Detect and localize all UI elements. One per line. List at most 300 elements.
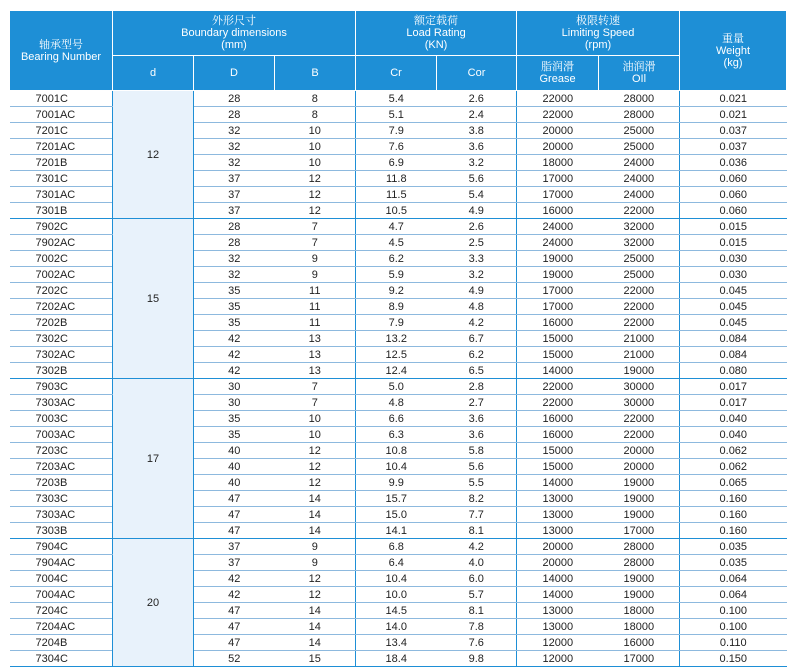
bearing-number-cell: 7904AC [10,555,113,571]
cr-cell: 5.0 [356,379,437,395]
cr-cell: 14.1 [356,523,437,539]
cr-cell: 12.4 [356,363,437,379]
weight-cell: 0.040 [680,427,787,443]
outer-diameter-cell: 52 [194,651,275,667]
bearing-number-cell: 7904C [10,539,113,555]
outer-diameter-cell: 32 [194,155,275,171]
weight-cell: 0.060 [680,203,787,219]
cor-cell: 5.6 [437,459,517,475]
width-cell: 12 [275,187,356,203]
outer-diameter-cell: 35 [194,299,275,315]
width-cell: 9 [275,251,356,267]
table-row [10,219,787,235]
width-cell: 14 [275,619,356,635]
cr-cell: 4.8 [356,395,437,411]
cor-cell: 5.4 [437,187,517,203]
cr-cell: 18.4 [356,651,437,667]
grease-speed-cell: 17000 [517,187,599,203]
bearing-number-cell: 7302B [10,363,113,379]
cr-cell: 8.9 [356,299,437,315]
load-rating-header [356,11,517,56]
table-row [10,379,787,395]
weight-cell: 0.062 [680,459,787,475]
oil-speed-cell: 30000 [599,395,680,411]
cor-cell: 3.6 [437,411,517,427]
bearing-number-cell: 7204AC [10,619,113,635]
width-cell: 10 [275,427,356,443]
cor-cell: 4.9 [437,283,517,299]
cor-cell: 4.0 [437,555,517,571]
weight-cell: 0.150 [680,651,787,667]
bearing-number-cell: 7003AC [10,427,113,443]
bearing-number-cell: 7203C [10,443,113,459]
cr-cell: 6.2 [356,251,437,267]
cr-cell: 6.8 [356,539,437,555]
grease-speed-cell: 15000 [517,347,599,363]
grease-speed-cell: 14000 [517,571,599,587]
weight-cell: 0.015 [680,235,787,251]
cor-cell: 3.2 [437,155,517,171]
cor-cell: 5.6 [437,171,517,187]
cr-cell: 6.4 [356,555,437,571]
bearing-number-cell: 7001C [10,91,113,107]
grease-speed-cell: 17000 [517,283,599,299]
cr-cell: 15.7 [356,491,437,507]
oil-header-en: OIl [632,73,647,85]
cor-cell: 3.6 [437,427,517,443]
grease-speed-cell: 22000 [517,107,599,123]
limiting-speed-header-en: Limiting Speed [561,27,635,39]
weight-cell: 0.060 [680,171,787,187]
bearing-number-cell: 7304C [10,651,113,667]
outer-diameter-cell: 28 [194,107,275,123]
weight-header-en: Weight [716,44,751,57]
bearing-number-header-en: Bearing Number [20,50,102,63]
outer-diameter-cell: 37 [194,539,275,555]
cor-cell: 4.2 [437,539,517,555]
cor-cell: 4.9 [437,203,517,219]
grease-speed-cell: 14000 [517,363,599,379]
bearing-number-cell: 7303AC [10,507,113,523]
outer-diameter-cell: 28 [194,235,275,251]
width-cell: 11 [275,283,356,299]
weight-header [680,11,787,91]
bearing-number-header [10,11,113,91]
outer-diameter-cell: 42 [194,587,275,603]
col-B-header: B [275,56,356,91]
bearing-number-cell: 7002C [10,251,113,267]
cor-cell: 3.3 [437,251,517,267]
oil-speed-cell: 22000 [599,315,680,331]
bearing-number-cell: 7204C [10,603,113,619]
bearing-number-cell: 7902C [10,219,113,235]
oil-speed-cell: 24000 [599,187,680,203]
oil-speed-cell: 22000 [599,283,680,299]
weight-cell: 0.084 [680,347,787,363]
grease-speed-cell: 22000 [517,379,599,395]
grease-speed-cell: 16000 [517,411,599,427]
bearing-number-cell: 7201AC [10,139,113,155]
oil-speed-cell: 22000 [599,299,680,315]
outer-diameter-cell: 47 [194,523,275,539]
width-cell: 14 [275,635,356,651]
width-cell: 12 [275,571,356,587]
grease-speed-cell: 13000 [517,603,599,619]
cor-cell: 2.5 [437,235,517,251]
weight-cell: 0.035 [680,539,787,555]
width-cell: 8 [275,91,356,107]
bearing-number-header-cn: 轴承型号 [39,38,83,51]
grease-speed-cell: 16000 [517,315,599,331]
width-cell: 12 [275,475,356,491]
weight-cell: 0.030 [680,267,787,283]
grease-header-en: Grease [539,73,576,85]
grease-speed-cell: 24000 [517,235,599,251]
weight-unit: (kg) [723,56,743,69]
oil-speed-cell: 25000 [599,123,680,139]
col-D-header: D [194,56,275,91]
limiting-speed-header-cn: 极限转速 [576,15,621,27]
bearing-number-cell: 7204B [10,635,113,651]
cr-cell: 7.9 [356,315,437,331]
cor-cell: 4.8 [437,299,517,315]
oil-speed-cell: 25000 [599,139,680,155]
weight-cell: 0.160 [680,491,787,507]
bearing-number-cell: 7003C [10,411,113,427]
outer-diameter-cell: 37 [194,187,275,203]
outer-diameter-cell: 42 [194,571,275,587]
weight-cell: 0.045 [680,283,787,299]
grease-speed-cell: 14000 [517,587,599,603]
width-cell: 10 [275,411,356,427]
bearing-number-cell: 7302AC [10,347,113,363]
grease-speed-cell: 15000 [517,443,599,459]
width-cell: 11 [275,299,356,315]
cor-cell: 8.1 [437,523,517,539]
weight-cell: 0.160 [680,507,787,523]
weight-cell: 0.100 [680,603,787,619]
outer-diameter-cell: 40 [194,443,275,459]
bearing-table [9,10,787,667]
grease-speed-cell: 16000 [517,203,599,219]
width-cell: 9 [275,267,356,283]
oil-speed-cell: 32000 [599,235,680,251]
oil-speed-cell: 17000 [599,651,680,667]
cor-cell: 7.8 [437,619,517,635]
cr-cell: 9.9 [356,475,437,491]
weight-cell: 0.062 [680,443,787,459]
oil-speed-cell: 22000 [599,411,680,427]
outer-diameter-cell: 35 [194,427,275,443]
bearing-number-cell: 7303B [10,523,113,539]
grease-speed-cell: 13000 [517,491,599,507]
cr-cell: 4.7 [356,219,437,235]
cr-cell: 12.5 [356,347,437,363]
grease-header-cn: 脂润滑 [541,61,575,73]
bearing-number-cell: 7202B [10,315,113,331]
boundary-dimensions-header-en: Boundary dimensions [181,27,287,39]
outer-diameter-cell: 32 [194,139,275,155]
weight-cell: 0.030 [680,251,787,267]
outer-diameter-cell: 30 [194,379,275,395]
cor-cell: 2.6 [437,91,517,107]
load-rating-header-en: Load Rating [406,27,466,39]
oil-speed-cell: 22000 [599,203,680,219]
cor-cell: 5.7 [437,587,517,603]
outer-diameter-cell: 28 [194,219,275,235]
outer-diameter-cell: 47 [194,491,275,507]
cr-cell: 6.3 [356,427,437,443]
weight-cell: 0.080 [680,363,787,379]
width-cell: 15 [275,651,356,667]
weight-cell: 0.036 [680,155,787,171]
weight-cell: 0.015 [680,219,787,235]
bore-diameter-cell: 20 [113,539,194,667]
grease-speed-cell: 19000 [517,267,599,283]
bore-diameter-cell: 15 [113,219,194,379]
grease-speed-cell: 17000 [517,171,599,187]
boundary-dimensions-header [113,11,356,56]
oil-speed-cell: 28000 [599,555,680,571]
cr-cell: 4.5 [356,235,437,251]
oil-speed-cell: 18000 [599,603,680,619]
weight-cell: 0.065 [680,475,787,491]
outer-diameter-cell: 37 [194,203,275,219]
outer-diameter-cell: 35 [194,315,275,331]
width-cell: 13 [275,331,356,347]
oil-speed-cell: 25000 [599,267,680,283]
bearing-number-cell: 7303AC [10,395,113,411]
oil-speed-cell: 16000 [599,635,680,651]
oil-speed-cell: 18000 [599,619,680,635]
grease-speed-cell: 20000 [517,139,599,155]
bearing-number-cell: 7302C [10,331,113,347]
weight-cell: 0.037 [680,139,787,155]
width-cell: 9 [275,539,356,555]
outer-diameter-cell: 42 [194,331,275,347]
grease-speed-cell: 13000 [517,523,599,539]
bearing-number-cell: 7303C [10,491,113,507]
weight-cell: 0.037 [680,123,787,139]
width-cell: 10 [275,155,356,171]
weight-cell: 0.110 [680,635,787,651]
grease-speed-cell: 13000 [517,507,599,523]
cr-cell: 7.9 [356,123,437,139]
bore-diameter-cell: 17 [113,379,194,539]
cor-cell: 6.2 [437,347,517,363]
cr-cell: 5.4 [356,91,437,107]
cr-cell: 11.8 [356,171,437,187]
cr-cell: 14.5 [356,603,437,619]
col-cr-header: Cr [356,56,437,91]
limiting-speed-unit: (rpm) [584,39,612,51]
bearing-number-cell: 7201B [10,155,113,171]
width-cell: 12 [275,459,356,475]
oil-header-cn: 油润滑 [622,61,656,73]
weight-cell: 0.064 [680,571,787,587]
grease-speed-cell: 16000 [517,427,599,443]
table-row [10,539,787,555]
oil-speed-cell: 21000 [599,347,680,363]
outer-diameter-cell: 40 [194,475,275,491]
width-cell: 14 [275,603,356,619]
outer-diameter-cell: 32 [194,123,275,139]
cr-cell: 9.2 [356,283,437,299]
width-cell: 13 [275,363,356,379]
table-header [10,11,787,91]
outer-diameter-cell: 28 [194,91,275,107]
weight-cell: 0.040 [680,411,787,427]
weight-cell: 0.160 [680,523,787,539]
width-cell: 8 [275,107,356,123]
cor-cell: 2.7 [437,395,517,411]
grease-speed-cell: 20000 [517,123,599,139]
bearing-number-cell: 7203AC [10,459,113,475]
width-cell: 7 [275,395,356,411]
width-cell: 12 [275,203,356,219]
cor-cell: 8.2 [437,491,517,507]
outer-diameter-cell: 30 [194,395,275,411]
bearing-number-cell: 7004C [10,571,113,587]
width-cell: 14 [275,523,356,539]
weight-cell: 0.045 [680,299,787,315]
oil-speed-cell: 19000 [599,491,680,507]
oil-speed-cell: 24000 [599,155,680,171]
oil-speed-cell: 22000 [599,427,680,443]
weight-cell: 0.035 [680,555,787,571]
limiting-speed-header [517,11,680,56]
oil-speed-cell: 19000 [599,363,680,379]
cor-cell: 3.6 [437,139,517,155]
weight-cell: 0.017 [680,395,787,411]
cr-cell: 14.0 [356,619,437,635]
outer-diameter-cell: 40 [194,459,275,475]
bearing-number-cell: 7301C [10,171,113,187]
grease-speed-cell: 15000 [517,331,599,347]
oil-speed-cell: 19000 [599,507,680,523]
cr-cell: 10.5 [356,203,437,219]
boundary-dimensions-unit: (mm) [221,39,247,51]
cor-cell: 8.1 [437,603,517,619]
grease-speed-cell: 24000 [517,219,599,235]
grease-speed-cell: 14000 [517,475,599,491]
width-cell: 14 [275,491,356,507]
weight-cell: 0.021 [680,91,787,107]
oil-speed-cell: 28000 [599,539,680,555]
width-cell: 12 [275,171,356,187]
outer-diameter-cell: 47 [194,603,275,619]
bearing-number-cell: 7202C [10,283,113,299]
cor-cell: 5.8 [437,443,517,459]
cor-cell: 6.0 [437,571,517,587]
width-cell: 7 [275,235,356,251]
bearing-number-cell: 7203B [10,475,113,491]
oil-speed-cell: 25000 [599,251,680,267]
cor-cell: 2.8 [437,379,517,395]
bearing-number-cell: 7202AC [10,299,113,315]
cor-cell: 4.2 [437,315,517,331]
cr-cell: 15.0 [356,507,437,523]
oil-speed-cell: 20000 [599,459,680,475]
cr-cell: 10.4 [356,571,437,587]
cr-cell: 13.2 [356,331,437,347]
width-cell: 7 [275,379,356,395]
load-rating-unit: (KN) [424,39,448,51]
cr-cell: 11.5 [356,187,437,203]
outer-diameter-cell: 32 [194,267,275,283]
grease-speed-cell: 15000 [517,459,599,475]
boundary-dimensions-header-cn: 外形尺寸 [212,15,256,27]
oil-speed-cell: 17000 [599,523,680,539]
grease-speed-cell: 20000 [517,555,599,571]
cr-cell: 5.9 [356,267,437,283]
bearing-number-cell: 7004AC [10,587,113,603]
width-cell: 10 [275,123,356,139]
width-cell: 9 [275,555,356,571]
cor-cell: 6.5 [437,363,517,379]
width-cell: 7 [275,219,356,235]
cr-cell: 6.9 [356,155,437,171]
table-body [10,91,787,667]
table-row [10,91,787,107]
width-cell: 13 [275,347,356,363]
bearing-number-cell: 7903C [10,379,113,395]
oil-speed-cell: 32000 [599,219,680,235]
cr-cell: 5.1 [356,107,437,123]
outer-diameter-cell: 35 [194,411,275,427]
grease-speed-cell: 12000 [517,635,599,651]
cr-cell: 13.4 [356,635,437,651]
cr-cell: 10.8 [356,443,437,459]
bearing-number-cell: 7902AC [10,235,113,251]
width-cell: 10 [275,139,356,155]
oil-speed-cell: 30000 [599,379,680,395]
weight-cell: 0.100 [680,619,787,635]
weight-cell: 0.017 [680,379,787,395]
cr-cell: 7.6 [356,139,437,155]
cor-cell: 9.8 [437,651,517,667]
weight-header-cn: 重量 [722,32,745,45]
width-cell: 11 [275,315,356,331]
oil-speed-cell: 28000 [599,107,680,123]
outer-diameter-cell: 42 [194,363,275,379]
cor-cell: 3.2 [437,267,517,283]
width-cell: 12 [275,443,356,459]
outer-diameter-cell: 47 [194,635,275,651]
outer-diameter-cell: 47 [194,619,275,635]
grease-speed-cell: 12000 [517,651,599,667]
cor-cell: 3.8 [437,123,517,139]
weight-cell: 0.084 [680,331,787,347]
bore-diameter-cell: 12 [113,91,194,219]
bearing-number-cell: 7201C [10,123,113,139]
cor-cell: 6.7 [437,331,517,347]
grease-speed-cell: 22000 [517,395,599,411]
cr-cell: 6.6 [356,411,437,427]
bearing-number-cell: 7301AC [10,187,113,203]
bearing-number-cell: 7301B [10,203,113,219]
oil-speed-cell: 19000 [599,571,680,587]
outer-diameter-cell: 35 [194,283,275,299]
bearing-number-cell: 7002AC [10,267,113,283]
outer-diameter-cell: 47 [194,507,275,523]
col-d-header: d [113,56,194,91]
grease-speed-cell: 18000 [517,155,599,171]
weight-cell: 0.064 [680,587,787,603]
oil-speed-cell: 19000 [599,587,680,603]
grease-header [517,56,599,91]
width-cell: 12 [275,587,356,603]
